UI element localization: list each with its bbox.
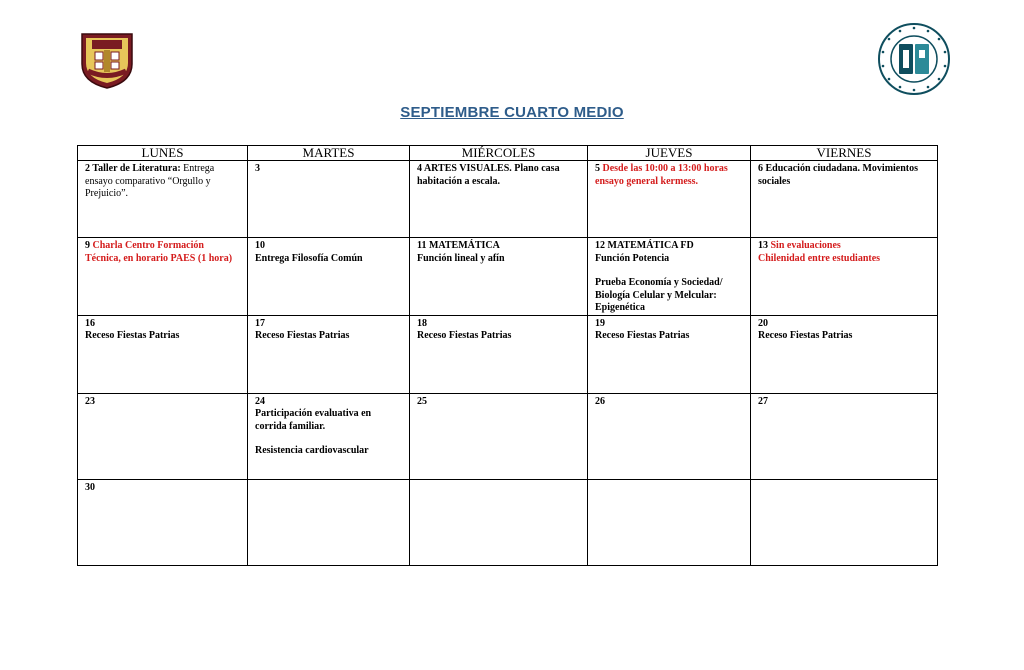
day-cell-11: [410, 238, 588, 316]
day-number: 18: [417, 317, 427, 329]
day-cell-2: [78, 161, 248, 238]
day-number: 17: [255, 317, 265, 329]
day-cell-12: [588, 238, 751, 316]
day-number: 19: [595, 317, 605, 329]
day-cell-18: [410, 315, 588, 393]
week-row: [78, 393, 938, 479]
liceo-crest-logo: [78, 30, 136, 90]
day-number: 23: [85, 395, 95, 407]
event-text: Función Potencia: [595, 252, 670, 264]
event-text: Entrega ensayo comparativo “Orgullo y Prejuicio”.: [85, 163, 215, 199]
event-title: MATEMÁTICA: [428, 240, 500, 251]
event-text: Receso Fiestas Patrias: [255, 330, 350, 341]
day-cell-17: [248, 315, 410, 393]
day-number: 3: [255, 163, 260, 174]
week-row: [78, 479, 938, 565]
day-cell-24: [248, 393, 410, 479]
day-number: 25: [417, 395, 427, 407]
empty-day-cell: [248, 479, 410, 565]
day-number: 13: [758, 240, 768, 251]
day-number: 2: [85, 163, 90, 174]
event-text: ARTES VISUALES. Plano casa habitación a escala.: [417, 163, 560, 187]
fundacion-seal-logo: [877, 22, 951, 96]
event-text: Entrega Filosofía Común: [255, 252, 363, 264]
week-row: [78, 315, 938, 393]
day-number: 5: [595, 163, 600, 174]
day-cell-30: [78, 479, 248, 565]
empty-day-cell: [751, 479, 938, 565]
day-cell-26: [588, 393, 751, 479]
day-cell-9: [78, 238, 248, 316]
day-number: 10: [255, 240, 265, 251]
event-highlight: Sin evaluaciones: [770, 240, 841, 251]
event-extra: Resistencia cardiovascular: [255, 445, 369, 456]
header-row: [78, 146, 938, 161]
day-cell-20: [751, 315, 938, 393]
event-highlight: Charla Centro Formación Técnica, en horario PAES (1 hora): [85, 240, 233, 264]
day-header-lunes: LUNES: [78, 146, 248, 161]
day-number: 30: [85, 481, 95, 493]
day-cell-13: [751, 238, 938, 316]
event-text: Receso Fiestas Patrias: [758, 330, 853, 341]
day-header-jueves: JUEVES: [588, 146, 751, 161]
day-cell-5: [588, 161, 751, 238]
day-number: 16: [85, 317, 95, 329]
event-text: Receso Fiestas Patrias: [417, 330, 512, 341]
day-number: 20: [758, 317, 768, 329]
day-cell-27: [751, 393, 938, 479]
day-number: 26: [595, 395, 605, 407]
event-text: Participación evaluativa en corrida familiar.: [255, 408, 372, 432]
day-number: 4: [417, 163, 422, 174]
event-text: Educación ciudadana. Movimientos sociales: [758, 163, 919, 187]
day-cell-19: [588, 315, 751, 393]
day-number: 27: [758, 395, 768, 407]
event-title: MATEMÁTICA FD: [607, 240, 694, 251]
day-number: 11: [417, 240, 427, 251]
week-row: [78, 238, 938, 316]
day-cell-4: [410, 161, 588, 238]
day-cell-23: [78, 393, 248, 479]
day-number: 9: [85, 240, 90, 251]
event-text: Función lineal y afín: [417, 252, 505, 264]
day-number: 6: [758, 163, 763, 174]
day-header-viernes: VIERNES: [751, 146, 938, 161]
day-header-miercoles: MIÉRCOLES: [410, 146, 588, 161]
calendar-table: [77, 145, 938, 566]
page-title: SEPTIEMBRE CUARTO MEDIO: [400, 104, 624, 121]
event-text: Receso Fiestas Patrias: [595, 330, 690, 341]
event-highlight: Chilenidad entre estudiantes: [758, 252, 881, 264]
day-cell-10: [248, 238, 410, 316]
day-cell-16: [78, 315, 248, 393]
empty-day-cell: [588, 479, 751, 565]
event-highlight: Desde las 10:00 a 13:00 horas ensayo general kermess.: [595, 163, 728, 187]
event-text: Receso Fiestas Patrias: [85, 330, 180, 341]
day-number: 24: [255, 395, 265, 407]
day-cell-6: [751, 161, 938, 238]
day-cell-3: [248, 161, 410, 238]
week-row: [78, 161, 938, 238]
day-number: 12: [595, 240, 605, 251]
event-extra: Prueba Economía y Sociedad/ Biología Celular y Melcular: Epigenética: [595, 277, 723, 313]
day-cell-25: [410, 393, 588, 479]
event-title: Taller de Literatura:: [92, 163, 181, 174]
day-header-martes: MARTES: [248, 146, 410, 161]
empty-day-cell: [410, 479, 588, 565]
